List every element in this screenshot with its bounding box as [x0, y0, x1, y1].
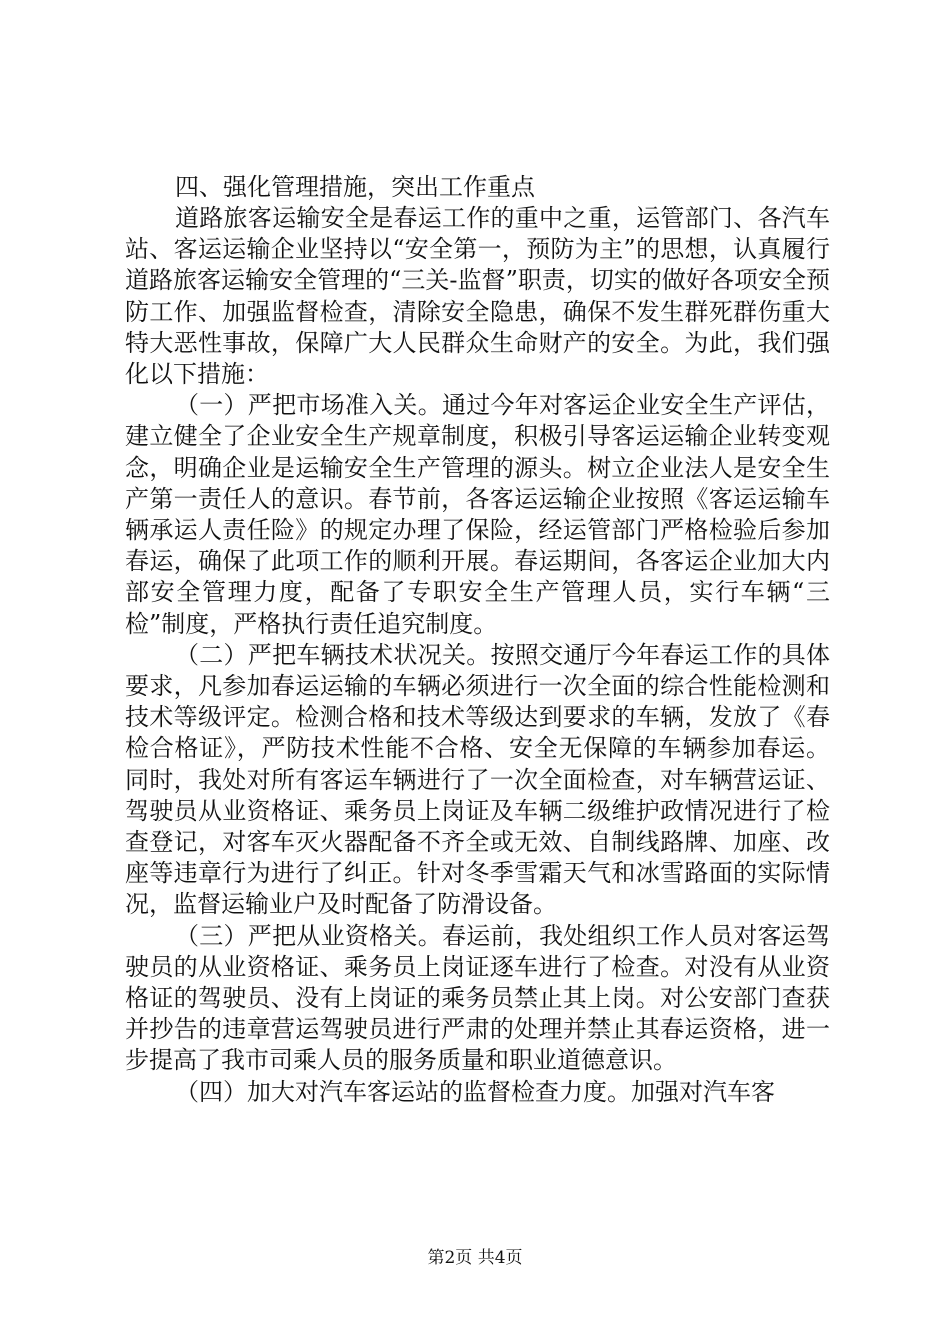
- paragraph-vehicle-condition: （二）严把车辆技术状况关。按照交通厅今年春运工作的具体要求，凡参加春运运输的车辆必须进行一次全面的综合性能检测和技术等级评定。检测合格和技术等级达到要求的车辆，发放了《春检合格证》，严防技术性能不合格、安全无保障的车辆参加春运。同时，我处对所有客运车辆进行了一次全面检查，对车辆营运证、驾驶员从业资格证、乘务员上岗证及车辆二级维护政情况进行了检查登记，对客车灭火器配备不齐全或无效、自制线路牌、加座、改座等违章行为进行了纠正。针对冬季雪霜天气和冰雪路面的实际情况，监督运输业户及时配备了防滑设备。: [125, 640, 830, 919]
- paragraph-station-supervision: （四）加大对汽车客运站的监督检查力度。加强对汽车客: [175, 1077, 775, 1106]
- section-heading: 四、强化管理措施，突出工作重点: [175, 173, 535, 201]
- paragraph-qualification: （三）严把从业资格关。春运前，我处组织工作人员对客运驾驶员的从业资格证、乘务员上岗证逐车进行了检查。对没有从业资格证的驾驶员、没有上岗证的乘务员禁止其上岗。对公安部门查获并抄告的违章营运驾驶员进行严肃的处理并禁止其春运资格，进一步提高了我市司乘人员的服务质量和职业道德意识。: [125, 921, 830, 1075]
- page-number-footer: 第2页 共4页: [427, 1248, 523, 1268]
- paragraph-market-access: （一）严把市场准入关。通过今年对客运企业安全生产评估，建立健全了企业安全生产规章制度，积极引导客运运输企业转变观念，明确企业是运输安全生产管理的源头。树立企业法人是安全生产第一责任人的意识。春节前，各客运运输企业按照《客运运输车辆承运人责任险》的规定办理了保险，经运管部门严格检验后参加春运，确保了此项工作的顺利开展。春运期间，各客运企业加大内部安全管理力度，配备了专职安全生产管理人员，实行车辆“三检”制度，严格执行责任追究制度。: [125, 391, 830, 638]
- document-body: [125, 172, 830, 1108]
- paragraph-intro: 道路旅客运输安全是春运工作的重中之重，运管部门、各汽车站、客运运输企业坚持以“安全第一，预防为主”的思想，认真履行道路旅客运输安全管理的“三关-监督”职责，切实的做好各项安全预防工作、加强监督检查，清除安全隐患，确保不发生群死群伤重大特大恶性事故，保障广大人民群众生命财产的安全。为此，我们强化以下措施：: [125, 204, 830, 389]
